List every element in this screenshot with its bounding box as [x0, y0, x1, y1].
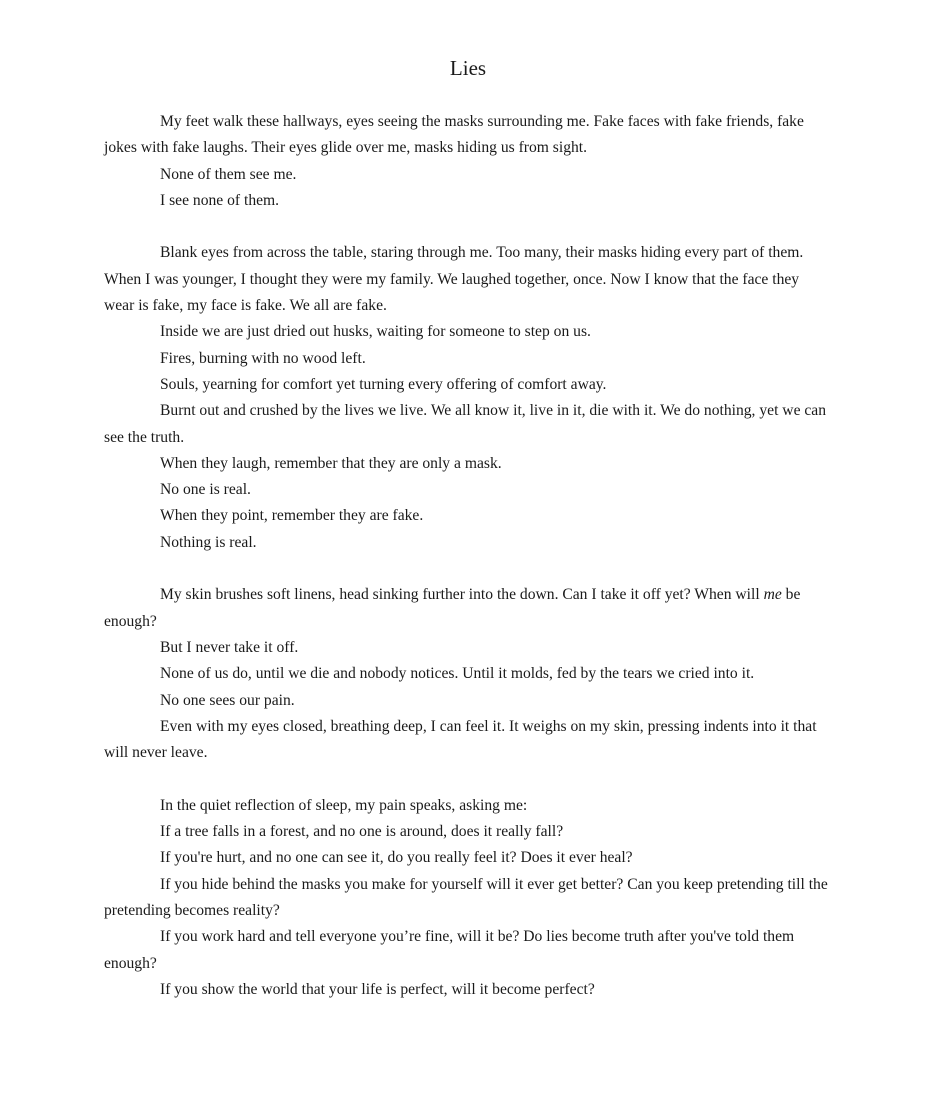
paragraph-text: My skin brushes soft linens, head sinking further into the down. Can I take it off yet? When will	[160, 586, 764, 604]
paragraph: If a tree falls in a forest, and no one is around, does it really fall?	[160, 823, 564, 841]
paragraph: But I never take it off.	[160, 638, 299, 656]
paragraph: No one sees our pain.	[160, 691, 295, 709]
page-title: Lies	[449, 56, 487, 80]
paragraph: If you show the world that your life is perfect, will it become perfect?	[160, 980, 595, 998]
paragraph: None of them see me.	[160, 165, 297, 183]
stanza	[104, 240, 832, 556]
paragraph: Blank eyes from across the table, staring through me. Too many, their masks hiding every part of them. When I was younger, I thought they were my family. We laughed together, once. Now I know that the face they wear is fake, my face is fake. We all are fake.	[104, 244, 804, 315]
paragraph	[104, 582, 832, 635]
paragraph: No one is real.	[160, 481, 251, 499]
paragraph: I see none of them.	[160, 191, 280, 209]
document-page	[104, 52, 832, 1003]
paragraph: If you're hurt, and no one can see it, do you really feel it? Does it ever heal?	[160, 849, 633, 867]
paragraph: If you hide behind the masks you make for yourself will it ever get better? Can you keep pretending till the pretending becomes reality?	[104, 875, 828, 919]
paragraph: Even with my eyes closed, breathing deep, I can feel it. It weighs on my skin, pressing indents into it that will never leave.	[104, 717, 817, 762]
paragraph: Burnt out and crushed by the lives we live. We all know it, live in it, die with it. We do nothing, yet we can see the truth.	[104, 402, 827, 446]
paragraph: None of us do, until we die and nobody notices. Until it molds, fed by the tears we cried into it.	[160, 665, 755, 683]
stanza	[104, 109, 832, 214]
paragraph: When they point, remember they are fake.	[160, 507, 424, 525]
stanza	[104, 793, 832, 1003]
paragraph: In the quiet reflection of sleep, my pain speaks, asking me:	[160, 796, 528, 814]
paragraph: Fires, burning with no wood left.	[160, 349, 366, 367]
paragraph-text: be enough?	[104, 586, 801, 630]
paragraph: When they laugh, remember that they are only a mask.	[160, 454, 502, 472]
paragraph: Nothing is real.	[160, 533, 257, 551]
paragraph: Inside we are just dried out husks, waiting for someone to step on us.	[160, 323, 591, 341]
paragraph: My feet walk these hallways, eyes seeing the masks surrounding me. Fake faces with fake friends, fake jokes with fake laughs. Their eyes glide over me, masks hiding us from sight.	[104, 113, 804, 157]
paragraph: Souls, yearning for comfort yet turning every offering of comfort away.	[160, 375, 607, 393]
stanza	[104, 582, 832, 766]
emphasis-text: me	[763, 586, 782, 604]
paragraph: If you work hard and tell everyone you’re fine, will it be? Do lies become truth after you've told them enough?	[104, 928, 795, 972]
